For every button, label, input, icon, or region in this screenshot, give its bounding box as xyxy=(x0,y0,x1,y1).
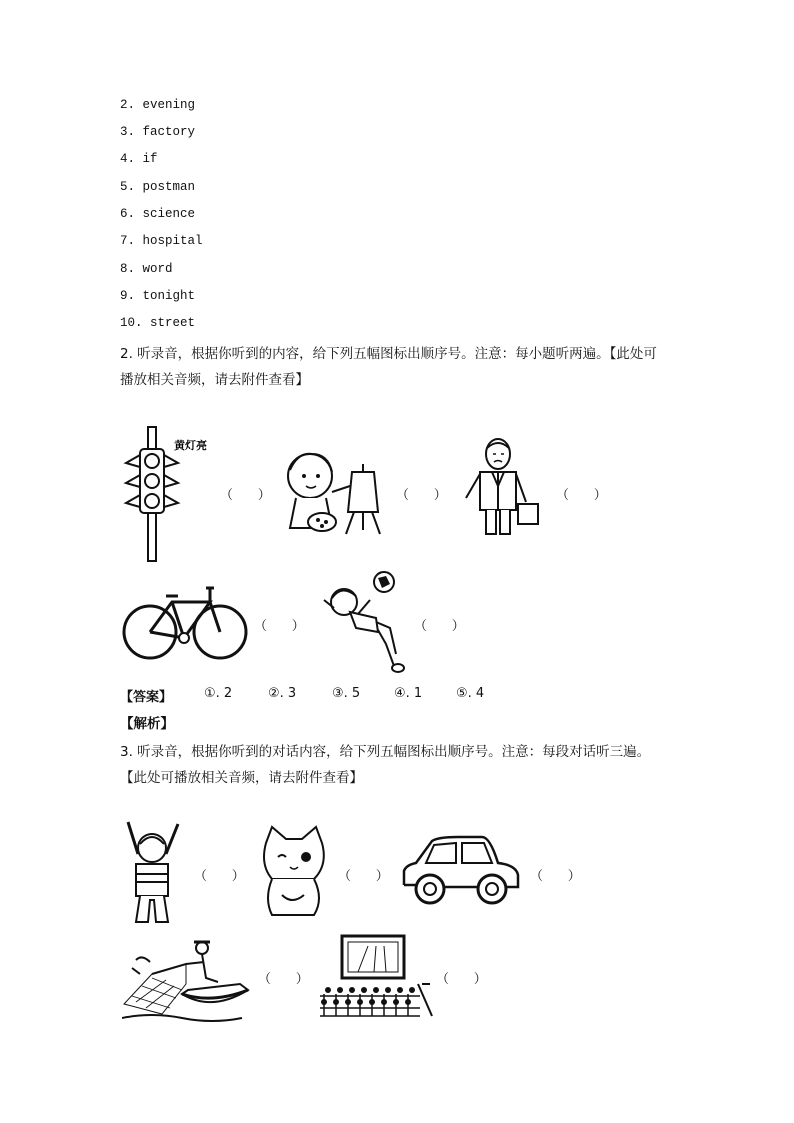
word-item: 4. if xyxy=(120,152,158,166)
answer-blank[interactable]: （ ） xyxy=(338,869,389,884)
answer-blank[interactable]: （ ） xyxy=(556,488,607,503)
word-item: 10. street xyxy=(120,316,196,330)
word-item: 6. science xyxy=(120,207,196,221)
q2-instruction: 2. 听录音，根据你听到的内容，给下列五幅图标出顺序号。注意：每小题听两遍。【此处可 xyxy=(120,346,657,362)
word-item: 3. factory xyxy=(120,125,196,139)
bicycle-image xyxy=(122,580,248,665)
businessman-image xyxy=(462,436,542,538)
answer-value: ②. 3 xyxy=(268,686,297,701)
word-item: 7. hospital xyxy=(120,234,203,248)
answer-blank[interactable]: （ ） xyxy=(194,869,245,884)
q3-instruction: 【此处可播放相关音频，请去附件查看】 xyxy=(120,770,363,786)
q2-instruction: 播放相关音频，请去附件查看】 xyxy=(120,372,309,388)
analysis-label: 【解析】 xyxy=(120,716,174,732)
answer-blank[interactable]: （ ） xyxy=(396,488,447,503)
answer-value: ④. 1 xyxy=(394,686,423,701)
answer-value: ③. 5 xyxy=(332,686,361,701)
answer-blank[interactable]: （ ） xyxy=(436,972,487,987)
answer-value: ①. 2 xyxy=(204,686,233,701)
boy-playing-football-image xyxy=(316,570,408,674)
cat-image xyxy=(258,825,328,917)
traffic-light-image xyxy=(120,425,215,563)
fisherman-boat-image xyxy=(122,934,254,1022)
cinema-image xyxy=(318,934,434,1018)
boy-arms-up-image xyxy=(118,818,188,926)
answer-blank[interactable]: （ ） xyxy=(254,619,305,634)
answer-blank[interactable]: （ ） xyxy=(530,869,581,884)
word-item: 5. postman xyxy=(120,180,196,194)
word-item: 2. evening xyxy=(120,98,196,112)
answer-blank[interactable]: （ ） xyxy=(258,972,309,987)
word-item: 9. tonight xyxy=(120,289,196,303)
answer-blank[interactable]: （ ） xyxy=(220,488,271,503)
q3-instruction: 3. 听录音，根据你听到的对话内容，给下列五幅图标出顺序号。注意：每段对话听三遍。 xyxy=(120,744,651,760)
car-image xyxy=(398,835,522,909)
answer-blank[interactable]: （ ） xyxy=(414,619,465,634)
answer-value: ⑤. 4 xyxy=(456,686,485,701)
traffic-light-label: 黄灯亮 xyxy=(174,439,207,452)
girl-painting-image xyxy=(268,442,390,537)
word-item: 8. word xyxy=(120,262,173,276)
answer-label: 【答案】 xyxy=(120,690,173,705)
